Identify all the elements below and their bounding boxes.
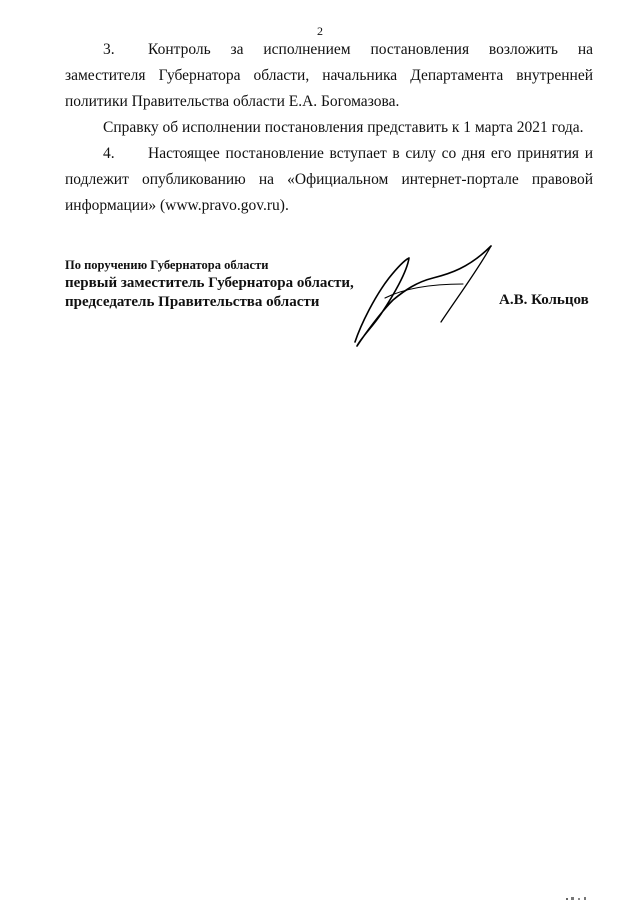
signatory-name: А.В. Кольцов (499, 292, 589, 308)
paragraph-3-number: 3. (103, 41, 115, 58)
signature-block (65, 256, 354, 312)
paragraph-3-text: Контроль за исполнением постановления возложить на заместителя Губернатора области, начальника Департамента внутренней политики Правительства области Е.А. Богомазова. (65, 41, 593, 110)
page-corner-mark (565, 896, 590, 902)
paragraph-4 (65, 141, 593, 219)
paragraph-4-text: Настоящее постановление вступает в силу со дня его принятия и подлежит опубликованию на «Официальном интернет-портале правовой информации» (www.pravo.gov.ru). (65, 145, 593, 214)
report-paragraph (65, 115, 593, 141)
paragraph-3 (65, 37, 593, 115)
handwritten-signature (345, 238, 505, 353)
signature-mandate-line: По поручению Губернатора области (65, 258, 269, 272)
page-number: 2 (317, 24, 323, 38)
paragraph-4-number: 4. (103, 145, 115, 162)
signatory-position-line1: первый заместитель Губернатора области, (65, 275, 354, 291)
signatory-position-line2: председатель Правительства области (65, 294, 320, 310)
report-paragraph-text: Справку об исполнении постановления представить к 1 марта 2021 года. (103, 119, 584, 136)
